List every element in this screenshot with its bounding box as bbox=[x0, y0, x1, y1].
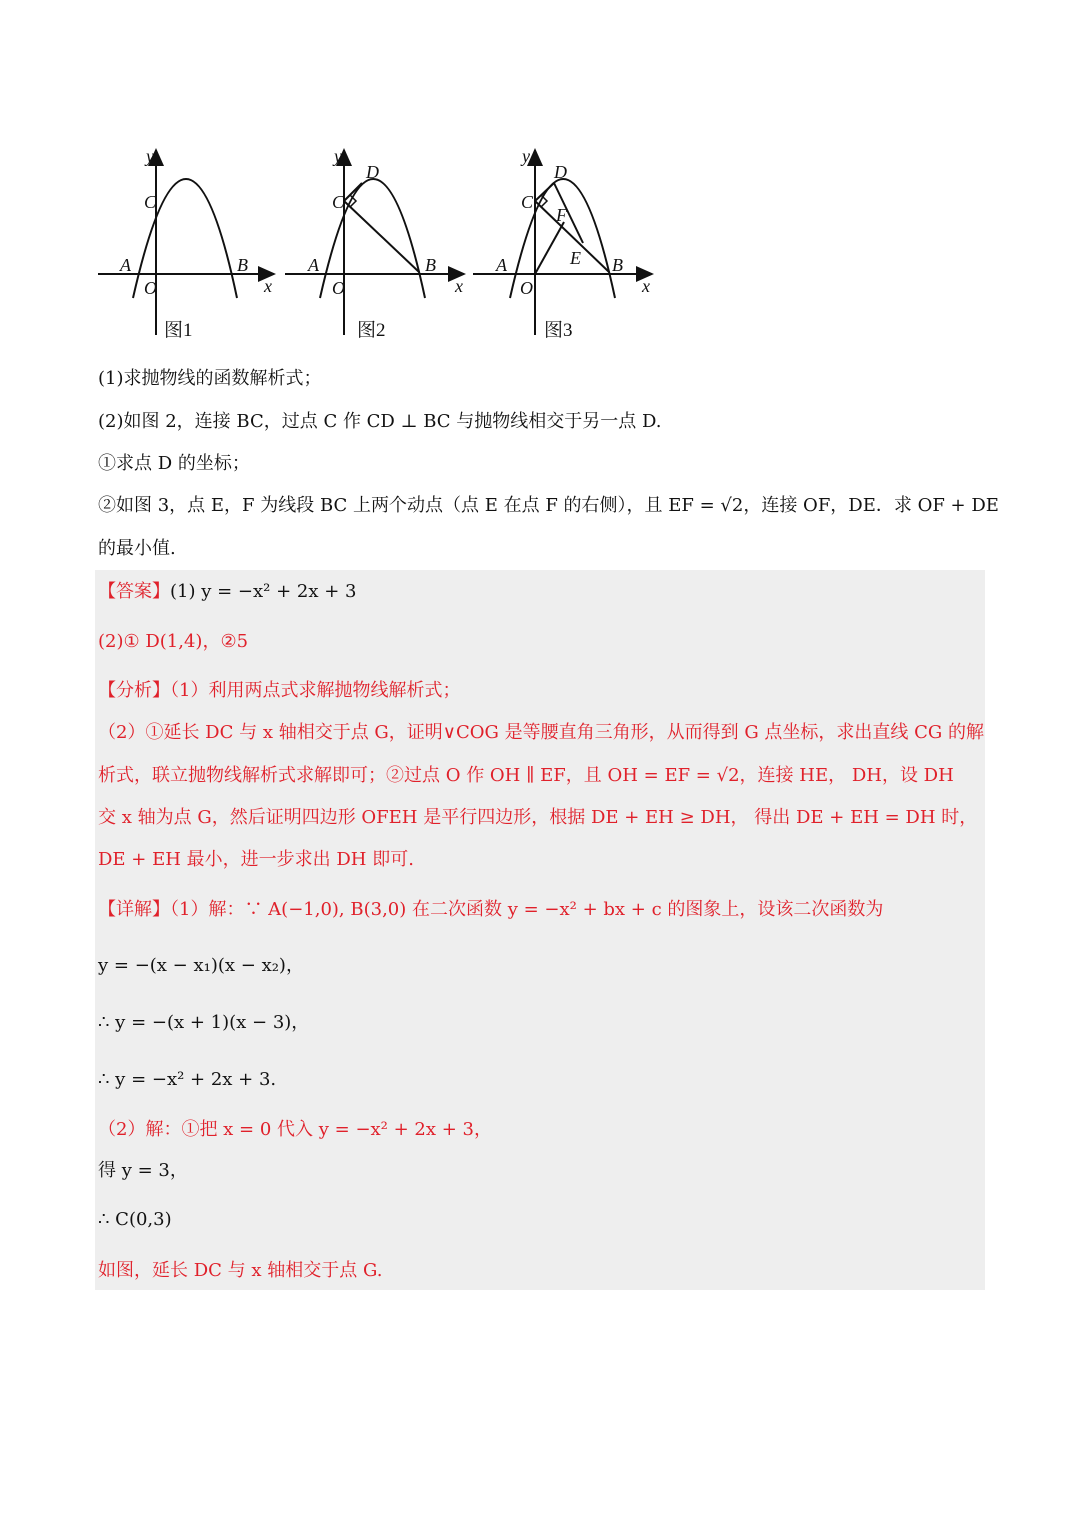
analysis-tag: 【分析】 bbox=[98, 680, 170, 701]
answer-tag: 【答案】 bbox=[98, 581, 170, 602]
fig3-label-e: E bbox=[570, 248, 581, 268]
detail-line-1 bbox=[98, 898, 883, 922]
question-2-part-2: ②如图 3，点 E，F 为线段 BC 上两个动点（点 E 在点 F 的右侧），且 EF = √2，连接 OF，DE．求 OF + DE bbox=[98, 495, 999, 516]
solution-box bbox=[95, 570, 985, 1290]
fig2-label-x: x bbox=[455, 276, 463, 296]
analysis-line-4: 交 x 轴为点 G，然后证明四边形 OFEH 是平行四边形，根据 DE + EH ≥ DH， 得出 DE + EH = DH 时， bbox=[98, 807, 978, 828]
fig3-segment-of bbox=[535, 222, 564, 274]
detail-tag: 【详解】 bbox=[98, 899, 170, 920]
fig1-label-o: O bbox=[144, 278, 157, 298]
detail-line-8: 如图，延长 DC 与 x 轴相交于点 G. bbox=[98, 1260, 383, 1281]
fig3-label-y: y bbox=[522, 146, 530, 166]
figures bbox=[92, 140, 672, 350]
analysis-line-5: DE + EH 最小，进一步求出 DH 即可. bbox=[98, 849, 414, 870]
question-2-part-1: ①求点 D 的坐标； bbox=[98, 453, 250, 474]
detail-line-4: ∴ y = −x² + 2x + 3. bbox=[98, 1069, 277, 1090]
answer-line-2: (2)① D(1,4)，②5 bbox=[98, 631, 249, 652]
detail-line-2: y = −(x − x₁)(x − x₂)， bbox=[98, 955, 304, 976]
fig3-label-c: C bbox=[521, 192, 534, 212]
fig1-label-x: x bbox=[264, 276, 272, 296]
fig2-label-o: O bbox=[332, 278, 345, 298]
fig2-label-c: C bbox=[332, 192, 345, 212]
fig2-label-b: B bbox=[425, 255, 436, 275]
fig2-label-a: A bbox=[308, 255, 319, 275]
fig3-label-o: O bbox=[520, 278, 533, 298]
detail-text-1: （1）解：∵ A(−1,0), B(3,0) 在二次函数 y = −x² + bx + c 的图象上，设该二次函数为 bbox=[170, 899, 884, 920]
fig2-caption: 图2 bbox=[357, 320, 386, 341]
fig1-label-b: B bbox=[237, 255, 248, 275]
detail-line-6: 得 y = 3， bbox=[98, 1160, 188, 1181]
analysis-line-2: （2）①延长 DC 与 x 轴相交于点 G，证明∨COG 是等腰直角三角形，从而得到 G 点坐标，求出直线 CG 的解 bbox=[98, 722, 985, 743]
analysis-text-1: （1）利用两点式求解抛物线解析式； bbox=[170, 680, 461, 701]
fig3-right-angle bbox=[541, 195, 547, 207]
detail-line-5: （2）解：①把 x = 0 代入 y = −x² + 2x + 3， bbox=[98, 1119, 492, 1140]
detail-line-3: ∴ y = −(x + 1)(x − 3)， bbox=[98, 1012, 310, 1033]
fig3-label-x: x bbox=[642, 276, 650, 296]
fig1-label-c: C bbox=[144, 192, 157, 212]
fig3-caption: 图3 bbox=[544, 320, 573, 341]
fig3-label-f: F bbox=[556, 205, 567, 225]
question-2-part-2-cont: 的最小值. bbox=[98, 538, 176, 559]
fig3-label-b: B bbox=[612, 255, 623, 275]
fig1-caption: 图1 bbox=[164, 320, 193, 341]
analysis-line-1 bbox=[98, 679, 460, 703]
question-2: (2)如图 2，连接 BC，过点 C 作 CD ⊥ BC 与抛物线相交于另一点 D. bbox=[98, 411, 662, 432]
fig2-segment-cb bbox=[344, 201, 419, 272]
analysis-line-3: 析式，联立抛物线解析式求解即可；②过点 O 作 OH ∥ EF，且 OH = EF = √2，连接 HE， DH，设 DH bbox=[98, 765, 954, 786]
fig3-label-d: D bbox=[554, 162, 567, 182]
fig2-label-d: D bbox=[366, 162, 379, 182]
answer-line-1 bbox=[98, 580, 356, 604]
question-1: (1)求抛物线的函数解析式； bbox=[98, 368, 322, 389]
answer-text-1: (1) y = −x² + 2x + 3 bbox=[170, 581, 357, 602]
figures-svg bbox=[92, 140, 672, 350]
fig3-label-a: A bbox=[496, 255, 507, 275]
fig2-label-y: y bbox=[334, 146, 342, 166]
detail-line-7: ∴ C(0,3) bbox=[98, 1209, 172, 1230]
fig1-label-y: y bbox=[146, 146, 154, 166]
fig1-label-a: A bbox=[120, 255, 131, 275]
